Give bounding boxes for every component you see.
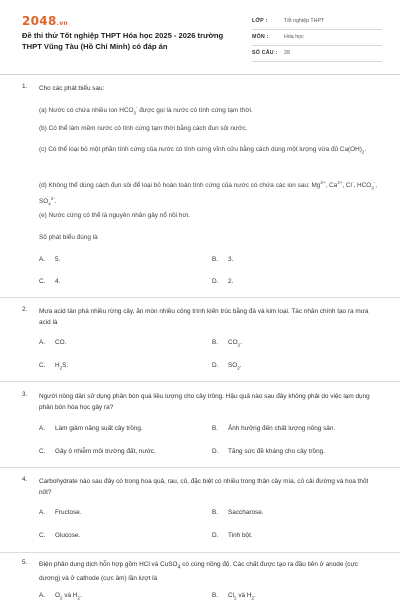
option-text: Gây ô nhiễm môi trường đất, nước. [55, 448, 156, 455]
option-text: 4. [55, 278, 61, 285]
option-text: Tăng sức đề kháng cho cây trồng. [228, 448, 325, 455]
question-stem: Điện phân dung dịch hỗn hợp gồm HCl và CuSO$_4$ có cùng nồng độ. Các chất được tạo ra đầu tiên ở anode (cực dương) và ở cathode (cực âm) lần lượt là [39, 561, 358, 583]
question-stem: Carbohydrate nào sau đây có trong hoa quả, rau, củ, đặc biệt có nhiều trong thân cây mía, củ cải đường và hoa thốt nốt? [39, 478, 369, 496]
question-prompt: Số phát biểu đúng là [39, 234, 98, 241]
option-letter: B. [212, 425, 219, 432]
option-letter: B. [212, 256, 219, 263]
question-number: 4. [22, 476, 28, 483]
option-text: $CO_2$. [228, 339, 242, 348]
info-row-question-count [252, 46, 382, 62]
option-text: Saccharose. [228, 509, 264, 516]
option-letter: D. [212, 448, 219, 455]
info-value: 28 [284, 50, 290, 56]
option-letter: C. [39, 448, 46, 455]
question-divider [0, 552, 400, 553]
option-text: Glucose. [55, 532, 81, 539]
question-number: 5. [22, 559, 28, 566]
option-letter: D. [212, 532, 219, 539]
option-letter: A. [39, 339, 46, 346]
statement-a: (a) Nước có chứa nhiều ion $HCO_3^-$ được gọi là nước có tính cứng tạm thời. [39, 105, 253, 116]
question-stem: Cho các phát biểu sau: [39, 85, 105, 92]
info-row-class [252, 14, 382, 30]
option-letter: C. [39, 532, 46, 539]
option-letter: B. [212, 592, 219, 599]
option-letter: A. [39, 592, 46, 599]
info-label: MÔN : [252, 34, 269, 40]
exam-info-panel [252, 14, 382, 62]
option-letter: C. [39, 278, 46, 285]
option-text: Tinh bột. [228, 532, 253, 539]
exam-title: Đề thi thử Tốt nghiệp THPT Hóa học 2025 - 2026 trường THPT Vũng Tàu (Hồ Chí Minh) có đáp án [22, 31, 224, 51]
statement-d: (d) Không thể dùng cách đun sôi để loại bỏ hoàn toàn tính cứng của nước có chứa các ion sau: $Mg^{2+}$, $Ca^{2+}$, Cl-, $HCO_3^-$, $SO_4^{2-}$. [39, 180, 378, 207]
option-text: CO. [55, 339, 67, 346]
page-header [0, 0, 400, 74]
info-row-subject [252, 30, 382, 46]
question-stem: Mưa acid tàn phá nhiều rừng cây, ăn mòn nhiều công trình kiến trúc bằng đá và kim loại. Tác nhân chính tạo ra mưa acid là [39, 308, 369, 326]
statement-e: (e) Nước cứng có thể là nguyên nhân gây nổ nồi hơi. [39, 212, 190, 219]
option-letter: A. [39, 509, 46, 516]
option-text: 3. [228, 256, 234, 263]
info-value: Hóa học [284, 34, 304, 40]
option-text: 5. [55, 256, 61, 263]
info-value: Tốt nghiệp THPT [284, 18, 325, 24]
question-number: 1. [22, 83, 28, 90]
option-letter: C. [39, 362, 46, 369]
question-divider [0, 381, 400, 382]
option-letter: D. [212, 278, 219, 285]
option-letter: A. [39, 425, 46, 432]
info-label: SỐ CÂU : [252, 50, 278, 56]
statement-b: (b) Có thể làm mềm nước có tính cứng tạm thời bằng cách đun sôi nước. [39, 125, 248, 132]
info-label: LỚP : [252, 18, 268, 24]
option-letter: B. [212, 509, 219, 516]
option-letter: B. [212, 339, 219, 346]
option-text: Fructose. [55, 509, 82, 516]
option-text: $Cl_2$ và $H_2$. [228, 592, 256, 600]
option-text: $O_2$ và $H_2$. [55, 592, 82, 600]
option-text: 2. [228, 278, 234, 285]
option-letter: A. [39, 256, 46, 263]
question-divider [0, 297, 400, 298]
site-logo[interactable]: 2048.vn [22, 14, 68, 28]
question-number: 3. [22, 391, 28, 398]
question-list [0, 75, 400, 600]
option-text: Làm giảm năng suất cây trồng. [55, 425, 143, 432]
question-stem: Người nông dân sử dụng phân bón quá liều lượng cho cây trồng. Hậu quả nào sau đây không phải do việc lạm dụng phân bón hóa học gây ra? [39, 393, 370, 411]
option-text: $SO_2$. [228, 362, 242, 371]
option-letter: D. [212, 362, 219, 369]
statement-c: (c) Có thể loại bỏ một phần tính cứng của nước có tính cứng vĩnh cửu bằng cách dùng một lượng vừa đủ $Ca(OH)_2$. [39, 146, 367, 155]
option-text: Ảnh hưởng đến chất lượng nông sản. [228, 425, 336, 432]
question-divider [0, 467, 400, 468]
option-text: $H_2S$. [55, 362, 69, 371]
question-number: 2. [22, 306, 28, 313]
